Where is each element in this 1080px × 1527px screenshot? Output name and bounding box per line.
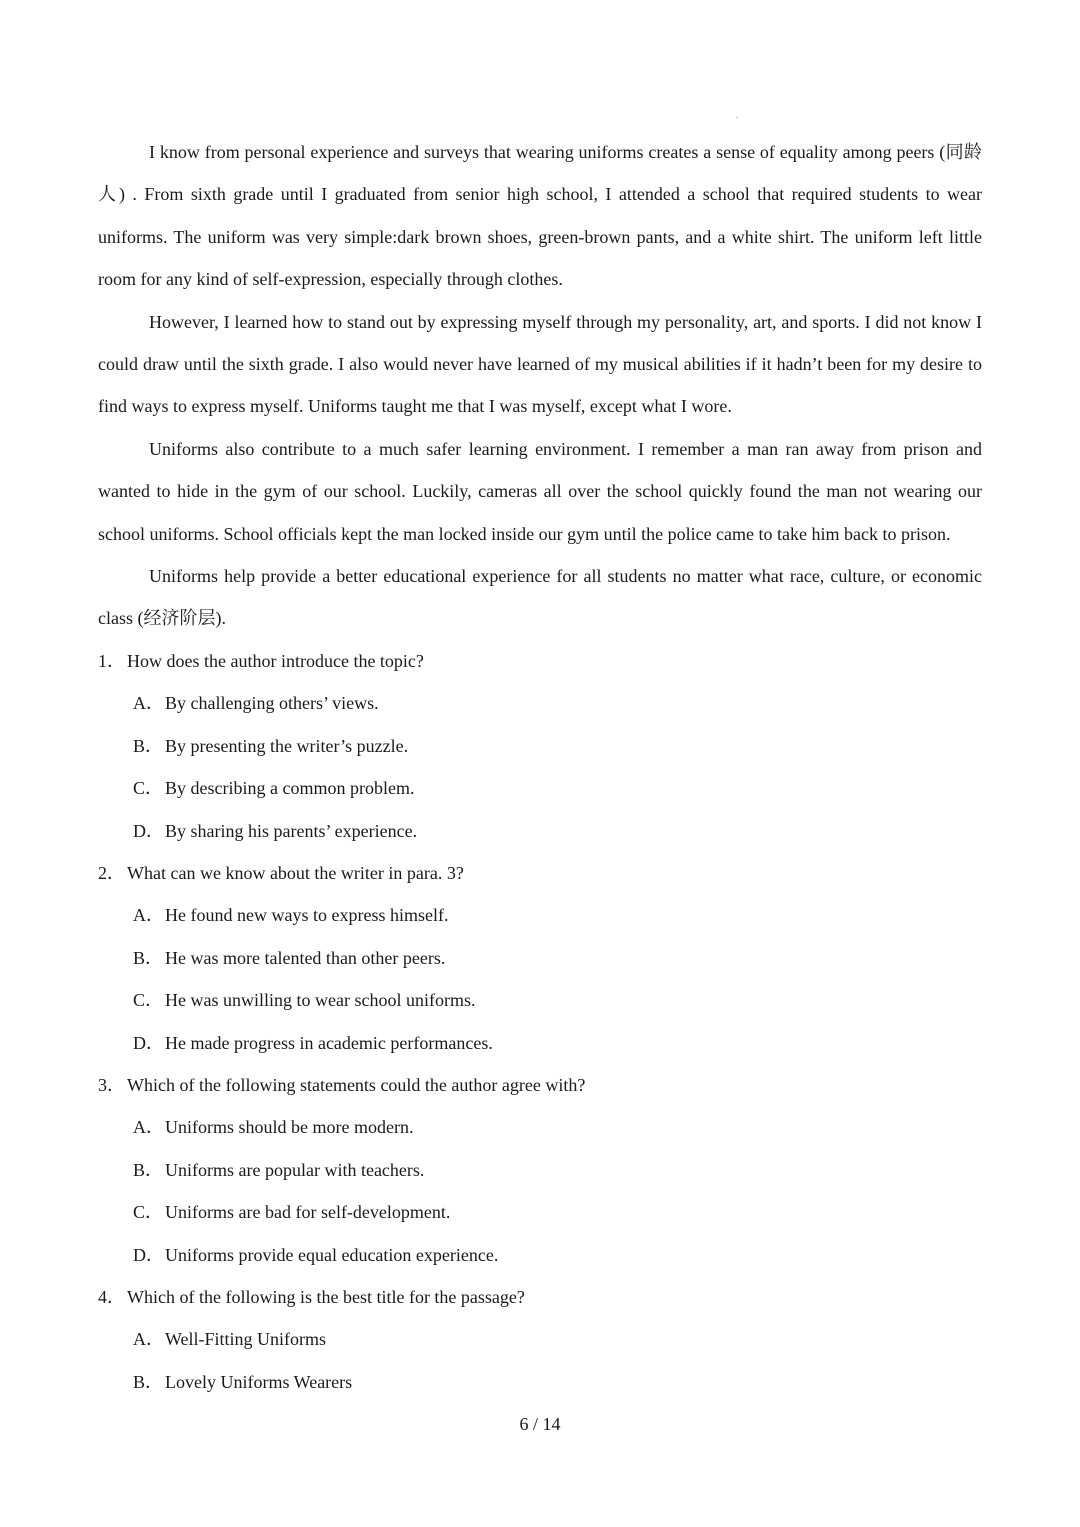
option-letter: B． [133,1371,164,1392]
option-c [133,767,982,809]
option-letter: D． [133,820,164,841]
page-number: 6 / 14 [519,1414,561,1434]
option-d [133,810,982,852]
option-text: Uniforms should be more modern. [165,1117,414,1138]
option-b [133,725,982,767]
question-text: What can we know about the writer in para. 3? [127,862,464,883]
option-text: Uniforms are bad for self-development. [165,1202,451,1223]
passage-paragraph-1: I know from personal experience and surveys that wearing uniforms creates a sense of equality among peers (同龄人) . From sixth grade until I graduated from senior high school, I attended a school that required students to wear uniforms. The uniform was very simple:dark brown shoes, green-brown pants, and a white shirt. The uniform left little room for any kind of self-expression, especially through clothes. [98,142,982,290]
passage-paragraph-3: Uniforms also contribute to a much safer learning environment. I remember a man ran away from prison and wanted to hide in the gym of our school. Luckily, cameras all over the school quickly found the man not wearing our school uniforms. School officials kept the man locked inside our gym until the police came to take him back to prison. [98,438,982,544]
option-text: Uniforms are popular with teachers. [165,1159,425,1180]
option-a [133,1318,982,1360]
question-text: Which of the following is the best title for the passage? [127,1286,525,1307]
option-a [133,1106,982,1148]
question-stem [98,640,982,682]
option-text: He found new ways to express himself. [165,905,449,926]
option-b [133,937,982,979]
question-stem [98,1064,982,1106]
question-2 [98,852,982,1064]
option-text: He made progress in academic performances. [165,1032,493,1053]
option-text: Lovely Uniforms Wearers [165,1371,353,1392]
option-letter: C． [133,778,164,799]
option-letter: A． [133,905,164,926]
option-letter: C． [133,1202,164,1223]
option-letter: B． [133,1159,164,1180]
option-b [133,1361,982,1403]
option-text: By challenging others’ views. [165,693,379,714]
option-letter: D． [133,1244,164,1265]
option-text: He was more talented than other peers. [165,947,446,968]
question-text: Which of the following statements could the author agree with? [127,1074,586,1095]
question-number: 1． [98,650,125,671]
option-a [133,894,982,936]
option-letter: B． [133,735,164,756]
question-number: 2． [98,862,125,883]
passage-paragraph-2: However, I learned how to stand out by expressing myself through my personality, art, and sports. I did not know I could draw until the sixth grade. I also would never have learned of my musical abilities if it hadn’t been for my desire to find ways to express myself. Uniforms taught me that I was myself, except what I wore. [98,311,982,417]
option-letter: B． [133,947,164,968]
option-letter: A． [133,1117,164,1138]
option-c [133,979,982,1021]
option-text: He was unwilling to wear school uniforms. [165,990,476,1011]
document-page [98,131,982,1403]
option-b [133,1149,982,1191]
question-number: 3． [98,1074,125,1095]
option-text: Uniforms provide equal education experience. [165,1244,499,1265]
passage-paragraph-4: Uniforms help provide a better educational experience for all students no matter what race, culture, or economic class (经济阶层). [98,566,982,629]
option-text: By describing a common problem. [165,778,415,799]
option-letter: C． [133,990,164,1011]
option-text: By presenting the writer’s puzzle. [165,735,409,756]
option-text: By sharing his parents’ experience. [165,820,418,841]
option-letter: D． [133,1032,164,1053]
option-text: Well-Fitting Uniforms [165,1329,327,1350]
question-number: 4． [98,1286,125,1307]
option-d [133,1022,982,1064]
option-letter: A． [133,1329,164,1350]
question-3 [98,1064,982,1276]
question-1 [98,640,982,852]
question-stem [98,1276,982,1318]
option-letter: A． [133,693,164,714]
option-d [133,1234,982,1276]
scan-speck [736,117,738,118]
option-a [133,682,982,724]
question-4 [98,1276,982,1403]
question-text: How does the author introduce the topic? [127,650,424,671]
question-stem [98,852,982,894]
option-c [133,1191,982,1233]
